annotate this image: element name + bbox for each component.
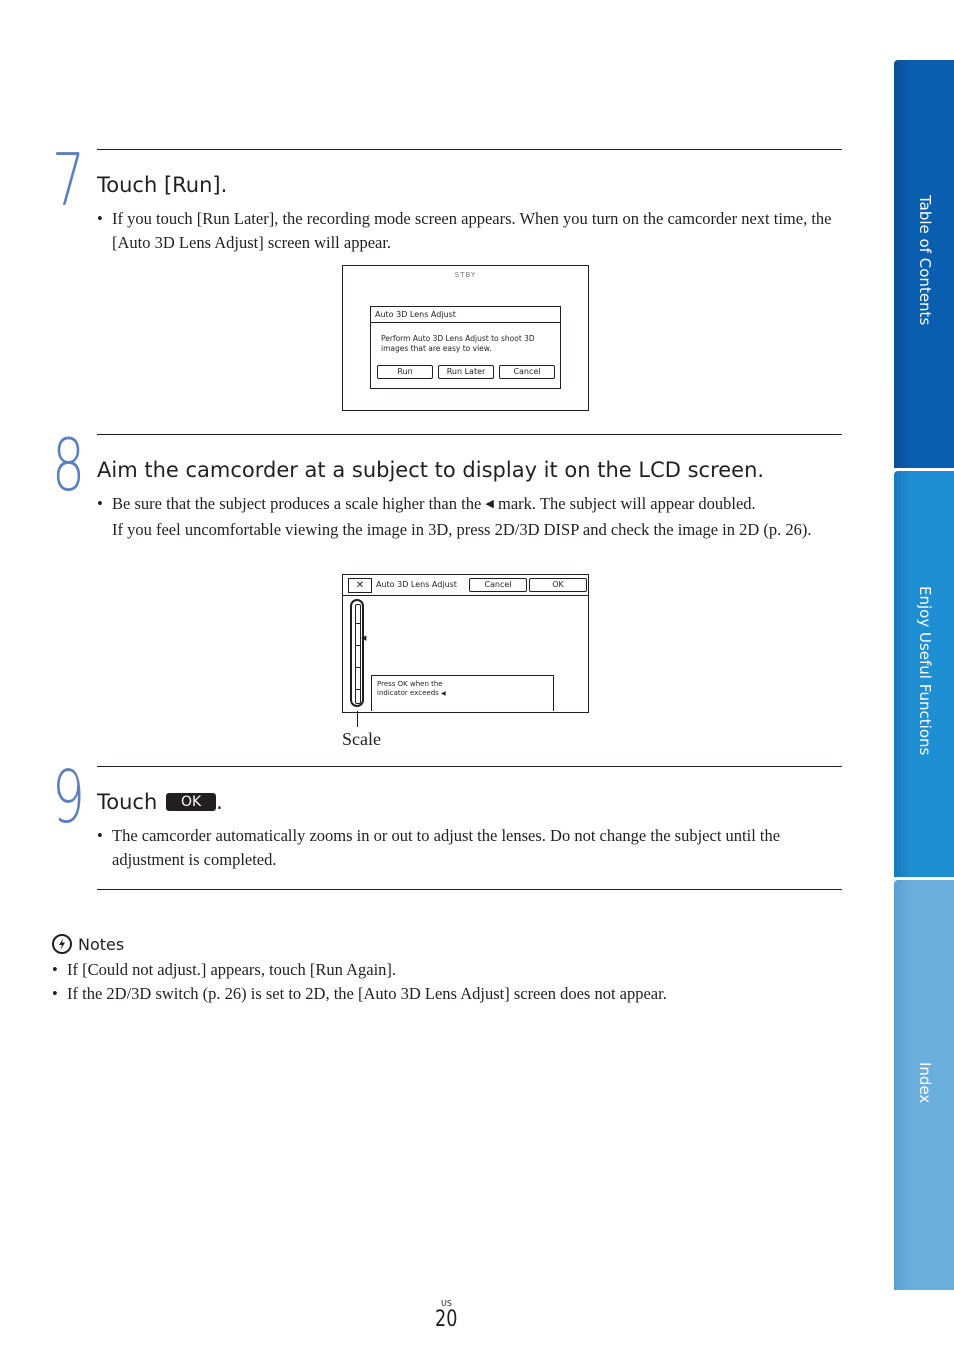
dialog-text-line1: Perform Auto 3D Lens Adjust to shoot 3D [381, 334, 535, 343]
auto-3d-dialog [370, 306, 561, 389]
tab-label: Index [916, 1062, 934, 1104]
ok-button-graphic: OK [166, 793, 216, 811]
cancel-button[interactable]: Cancel [469, 578, 527, 592]
scale-tick [355, 689, 361, 690]
close-icon: ✕ [355, 580, 365, 591]
step-7-bullet [97, 207, 837, 255]
scale-tick [355, 623, 361, 624]
step-number-8: 8 [52, 423, 85, 507]
tab-label: Table of Contents [916, 195, 934, 326]
step-9-heading-prefix: Touch [97, 790, 158, 814]
indicator-mark-icon: ◀ [441, 690, 446, 697]
header-divider [343, 595, 588, 596]
notes-warning-icon [52, 934, 72, 954]
hint-line1: Press OK when the [377, 680, 443, 688]
close-button[interactable] [348, 578, 372, 593]
bullet-dot: • [97, 826, 103, 845]
screen-title: Auto 3D Lens Adjust [376, 580, 457, 589]
tab-index[interactable] [894, 880, 954, 1290]
lcd-screen-adjust [342, 574, 589, 713]
bullet-dot: • [52, 960, 58, 979]
run-button[interactable]: Run [377, 365, 433, 379]
dialog-text-line2: images that are easy to view. [381, 344, 492, 353]
page-number: 20 [435, 1307, 458, 1332]
scale-tick [355, 645, 361, 646]
tab-table-of-contents[interactable] [894, 60, 954, 468]
status-stby: STBY [454, 271, 477, 279]
scale-marker-icon: ◀ [361, 634, 367, 642]
note-item [52, 982, 792, 1006]
dialog-title-divider [371, 322, 560, 323]
lcd-screen-run-dialog [342, 265, 589, 411]
tab-label: Enjoy Useful Functions [916, 586, 934, 756]
step-9-heading-suffix: . [216, 790, 223, 814]
scale-callout-label: Scale [342, 729, 381, 749]
step-7-heading: Touch [Run]. [97, 173, 228, 197]
cancel-button[interactable]: Cancel [499, 365, 555, 379]
page-region: US [441, 1299, 452, 1308]
divider-step-9 [97, 766, 842, 767]
step-8-heading: Aim the camcorder at a subject to display it on the LCD screen. [97, 458, 765, 482]
scale-indicator [350, 599, 367, 707]
step-8-bullet-text [112, 492, 837, 542]
step-8-bullet-line2: If you feel uncomfortable viewing the image in 3D, press 2D/3D DISP and check the image in 2D (p. 26). [112, 520, 812, 539]
step-number-7: 7 [52, 138, 85, 222]
left-triangle-mark-icon: ◀ [485, 498, 494, 510]
scale-callout-line [357, 711, 358, 727]
notes-title: Notes [78, 935, 125, 954]
ok-button[interactable]: OK [529, 578, 587, 592]
step-8-bullet-part2: mark. The subject will appear doubled. [498, 494, 756, 513]
step-7-bullet-text: If you touch [Run Later], the recording mode screen appears. When you turn on the camcorder next time, the [Auto 3D Lens Adjust] screen will appear. [112, 209, 832, 252]
hint-line2 [377, 689, 446, 698]
step-9-heading [97, 789, 223, 815]
step-9-bullet-text: The camcorder automatically zooms in or out to adjust the lenses. Do not change the subject until the adjustment is completed. [112, 826, 781, 869]
hint-line2-text: indicator exceeds [377, 689, 439, 697]
tab-enjoy-useful-functions[interactable] [894, 471, 954, 877]
step-number-9: 9 [52, 755, 85, 839]
note-item-text: If the 2D/3D switch (p. 26) is set to 2D, the [Auto 3D Lens Adjust] screen does not appear. [67, 984, 667, 1003]
note-item [52, 958, 792, 982]
run-later-button[interactable]: Run Later [438, 365, 494, 379]
step-9-bullet [97, 824, 837, 872]
note-item-text: If [Could not adjust.] appears, touch [Run Again]. [67, 960, 397, 979]
hint-box [371, 675, 554, 711]
step-8-bullet-part1: Be sure that the subject produces a scale higher than the [112, 494, 482, 513]
bullet-dot: • [97, 209, 103, 228]
scale-tick [355, 667, 361, 668]
step-8-bullet [97, 492, 837, 542]
divider-step-8 [97, 434, 842, 435]
divider-top [97, 149, 842, 150]
divider-bottom [97, 889, 842, 890]
bullet-dot: • [52, 984, 58, 1003]
bullet-dot: • [97, 494, 103, 513]
dialog-title: Auto 3D Lens Adjust [375, 310, 456, 319]
